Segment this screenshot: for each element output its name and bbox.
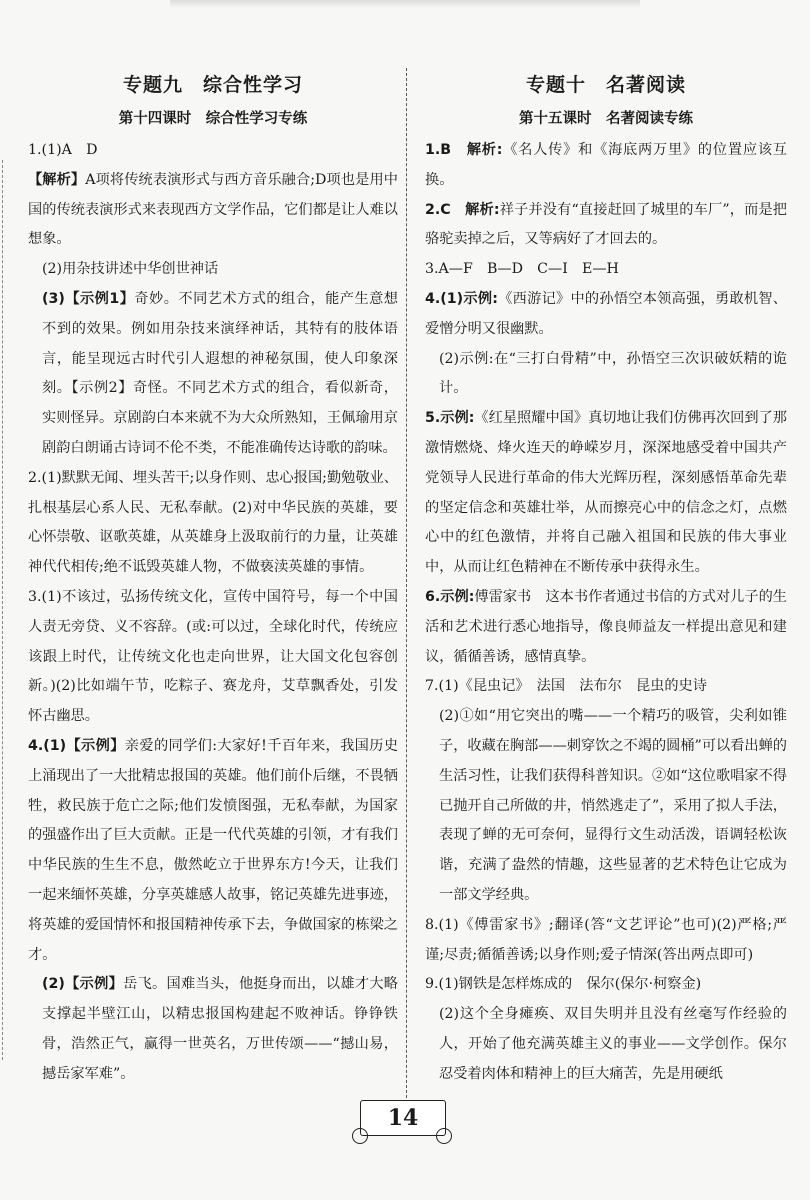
left-item-4-2 [28,970,398,1089]
page-number-left-circle [352,1128,368,1144]
left-item-3 [28,583,398,732]
left-item-analysis [28,166,398,255]
item-text: 《西游记》中的孙悟空本领高强，勇敢机智、爱憎分明又很幽默。 [425,290,787,337]
item-text: 《红星照耀中国》真切地让我们仿佛再次回到了那激情燃烧、烽火连天的峥嵘岁月，深深地感受着中国共产党领导人民进行革命的伟大光辉历程，深刻感悟革命先辈的坚定信念和英雄壮举，从而擦亮心中的信念之灯，点燃心中的红色激情，并将自己融入祖国和民族的伟大事业中，从而让红色精神在不断传承中获得永生。 [425,410,787,576]
left-item-1-2 [28,255,398,285]
item-text: (2)①如“用它突出的嘴——一个精巧的吸管，尖利如锥子，收藏在胸部——刺穿饮之不竭的圆桶”可以看出蝉的生活习性，让我们获得科普知识。②如“这位歌唱家不得已抛开自己所做的井，悄然逃走了”，采用了拟人手法，表现了蝉的无可奈何，显得行文生动活泼，语调轻松诙谐，充满了盎然的情趣，这些显著的艺术特色让它成为一部文学经典。 [439,708,787,903]
item-label: 1.(1)A D [28,142,98,158]
item-text: 亲爱的同学们:大家好!千百年来，我国历史上涌现出了一大批精忠报国的英雄。他们前仆后继，不畏牺牲，救民族于危亡之际;他们发愤图强，无私奉献，为国家的强盛作出了巨大贡献。正是一代代英雄的引领，才有我们中华民族的生生不息，傲然屹立于世界东方!今天，让我们一起来缅怀英雄，分享英雄感人故事，铭记英雄先进事迹，将英雄的爱国情怀和报国精神传承下去，争做国家的栋梁之才。 [28,737,399,963]
item-text: A项将传统表演形式与西方音乐融合;D项也是用中国的传统表演形式来表现西方文学作品，它们都是让人难以想象。 [28,171,398,248]
item-text: 傅雷家书 这本书作者通过书信的方式对儿子的生活和艺术进行悉心地指导，像良师益友一样提出意见和建议，循循善诱，感情真挚。 [425,588,787,665]
item-label: 2.C 解析: [425,201,500,218]
right-lesson-title: 第十五课时 名著阅读专练 [519,111,693,127]
right-item-1 [425,136,787,196]
item-text: 《名人传》和《海底两万里》的位置应该互换。 [425,142,787,188]
item-text: 3.A—F B—D C—I E—H [425,261,619,278]
item-label: 3. [28,588,42,605]
item-text: 7.(1)《昆虫记》 法国 法布尔 昆虫的史诗 [425,678,707,695]
item-label: 4.(1)【示例】 [28,737,125,754]
right-item-9 [425,970,787,1000]
column-divider [406,68,407,1113]
binding-edge [2,160,11,1060]
left-lesson-title: 第十四课时 综合性学习专练 [118,111,308,127]
item-label: 【解析】 [28,171,86,188]
item-text: (1)不该过，弘扬传统文化，宣传中国符号，每一个中国人责无旁贷、义不容辞。(或:可以过，全球化时代，传统应该跟上时代，让传统文化也走向世界，让大国文化包容创新。)(2)比如端午节，吃粽子、赛龙舟，艾草飘香处，引发怀古幽思。 [28,588,398,725]
item-text: (2)用杂技讲述中华创世神话 [42,261,219,278]
right-item-8 [425,911,787,971]
item-text: 岳飞。国难当头，他挺身而出，以雄才大略支撑起半壁江山，以精忠报国构建起不败神话。铮铮铁骨，浩然正气，赢得一世英名，万世传颂——“撼山易，撼岳家军难”。 [42,976,398,1082]
page-number-right-circle [436,1128,452,1144]
item-text: (2)示例:在“三打白骨精”中，孙悟空三次识破妖精的诡计。 [439,350,787,397]
item-text: (2)这个全身瘫痪、双目失明并且没有丝毫写作经验的人，开始了他充满英雄主义的事业——文学创作。保尔忍受着肉体和精神上的巨大痛苦，先是用硬纸 [439,1006,787,1082]
left-section-title: 专题九 综合性学习 [122,74,303,96]
left-item-2 [28,464,398,583]
right-item-5 [425,404,787,583]
item-label: (2)【示例】 [42,976,124,993]
left-item-1-3 [28,285,398,464]
item-label: 5.示例: [425,410,475,427]
item-label: 2. [28,469,42,486]
right-item-2 [425,196,787,256]
item-text: (1)默默无闻、埋头苦干;以身作则、忠心报国;勤勉敬业、扎根基层心系人民、无私奉献。(2)对中华民族的英雄，要心怀崇敬、讴歌英雄，从英雄身上汲取前行的力量，让英雄神代代相传;绝不诋毁英雄人物，不做亵渎英雄的事情。 [28,469,398,576]
item-label: (3)【示例1】 [42,290,135,307]
item-text: 祥子并没有“直接赶回了城里的车厂”，而是把骆驼卖掉之后，又等病好了才回去的。 [425,201,787,248]
left-item-4 [28,732,398,970]
item-text: 8.(1)《傅雷家书》;翻译(答“文艺评论”也可)(2)严格;严谨;尽责;循循善诱;以身作则;爱子情深(答出两点即可) [425,916,787,963]
item-label: 1.B 解析: [425,142,503,158]
right-item-4 [425,285,787,345]
right-item-9-2 [425,1000,787,1089]
left-column [28,70,398,1090]
right-column [425,70,787,1090]
scan-smudge [170,0,640,8]
right-section-title: 专题十 名著阅读 [525,74,686,96]
item-label: 6.示例: [425,588,475,605]
item-text: 9.(1)钢铁是怎样炼成的 保尔(保尔·柯察金) [425,976,702,993]
right-item-7 [425,672,787,702]
page-number: 14 [360,1100,446,1136]
left-item-1 [28,136,398,166]
right-item-3 [425,255,787,285]
item-label: 4.(1)示例: [425,290,498,307]
item-text: 奇妙。不同艺术方式的组合，能产生意想不到的效果。例如用杂技来演绎神话，其特有的肢体语言，能呈现远古时代引人遐想的神秘氛围，使人印象深刻。【示例2】奇怪。不同艺术方式的组合，看似新奇，实则怪异。京剧韵白本来就不为大众所熟知，王佩瑜用京剧韵白朗诵古诗词不伦不类，不能准确传达诗歌的韵味。 [42,290,398,456]
right-item-7-2 [425,702,787,911]
right-item-6 [425,583,787,672]
right-item-4-2 [425,345,787,405]
